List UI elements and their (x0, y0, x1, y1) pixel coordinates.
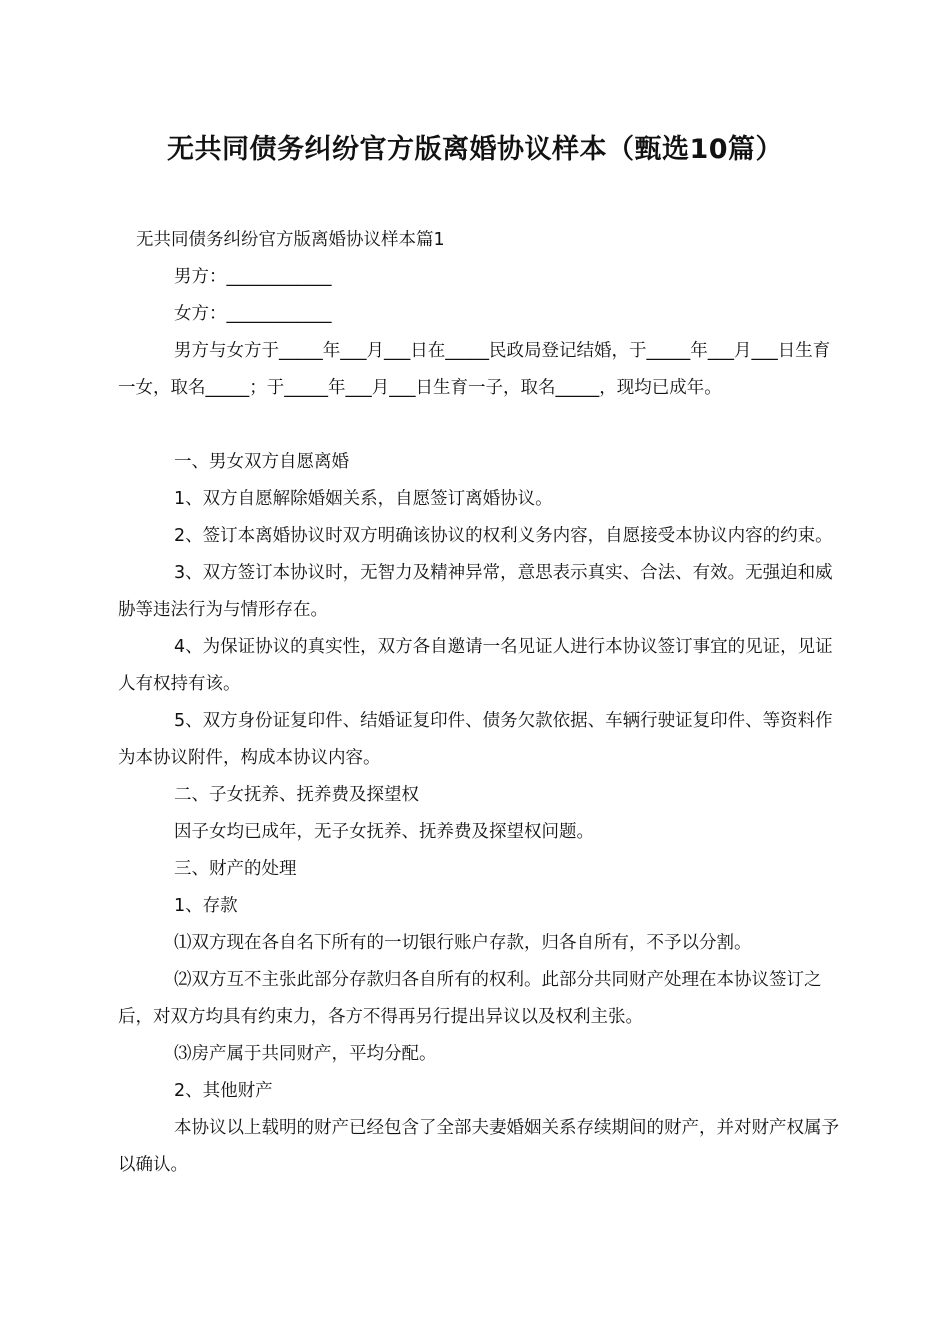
clause-3-1-3: ⑶房产属于共同财产，平均分配。 (174, 1044, 437, 1064)
clause-1-3: 3、双方签订本协议时，无智力及精神异常，意思表示真实、合法、有效。无强迫和威胁等违法行为与情形存在。 (118, 563, 833, 620)
subsection-other-property: 2、其他财产 (174, 1081, 273, 1101)
document-body (118, 222, 840, 1184)
clause-1-4: 4、为保证协议的真实性，双方各自邀请一名见证人进行本协议签订事宜的见证，见证人有权持有该。 (118, 637, 833, 694)
clause-3-2-1: 本协议以上载明的财产已经包含了全部夫妻婚姻关系存续期间的财产，并对财产权属予以确认。 (118, 1118, 839, 1175)
section-heading-2: 二、子女抚养、抚养费及探望权 (174, 785, 419, 805)
female-party-line: 女方：____________ (174, 304, 332, 324)
document-title: 无共同债务纠纷官方版离婚协议样本（甄选10篇） (166, 134, 784, 165)
clause-1-2: 2、签订本离婚协议时双方明确该协议的权利义务内容，自愿接受本协议内容的约束。 (174, 526, 833, 546)
document-subtitle: 无共同债务纠纷官方版离婚协议样本篇1 (136, 230, 445, 250)
section-heading-1: 一、男女双方自愿离婚 (174, 452, 349, 472)
clause-2-1: 因子女均已成年，无子女抚养、抚养费及探望权问题。 (174, 822, 594, 842)
marriage-info-paragraph: 男方与女方于_____年___月___日在_____民政局登记结婚，于_____年___月___日生育一女，取名_____；于_____年___月___日生育一子，取名_____，现均已成年。 (118, 341, 831, 398)
clause-1-1: 1、双方自愿解除婚姻关系，自愿签订离婚协议。 (174, 489, 553, 509)
clause-3-1-1: ⑴双方现在各自名下所有的一切银行账户存款，归各自所有，不予以分割。 (174, 933, 752, 953)
clause-1-5: 5、双方身份证复印件、结婚证复印件、债务欠款依据、车辆行驶证复印件、等资料作为本协议附件，构成本协议内容。 (118, 711, 833, 768)
paragraph-spacer (118, 407, 840, 444)
section-heading-3: 三、财产的处理 (174, 859, 297, 879)
subsection-deposits: 1、存款 (174, 896, 238, 916)
male-party-line: 男方：____________ (174, 267, 332, 287)
clause-3-1-2: ⑵双方互不主张此部分存款归各自所有的权利。此部分共同财产处理在本协议签订之后，对双方均具有约束力，各方不得再另行提出异议以及权利主张。 (118, 970, 822, 1027)
